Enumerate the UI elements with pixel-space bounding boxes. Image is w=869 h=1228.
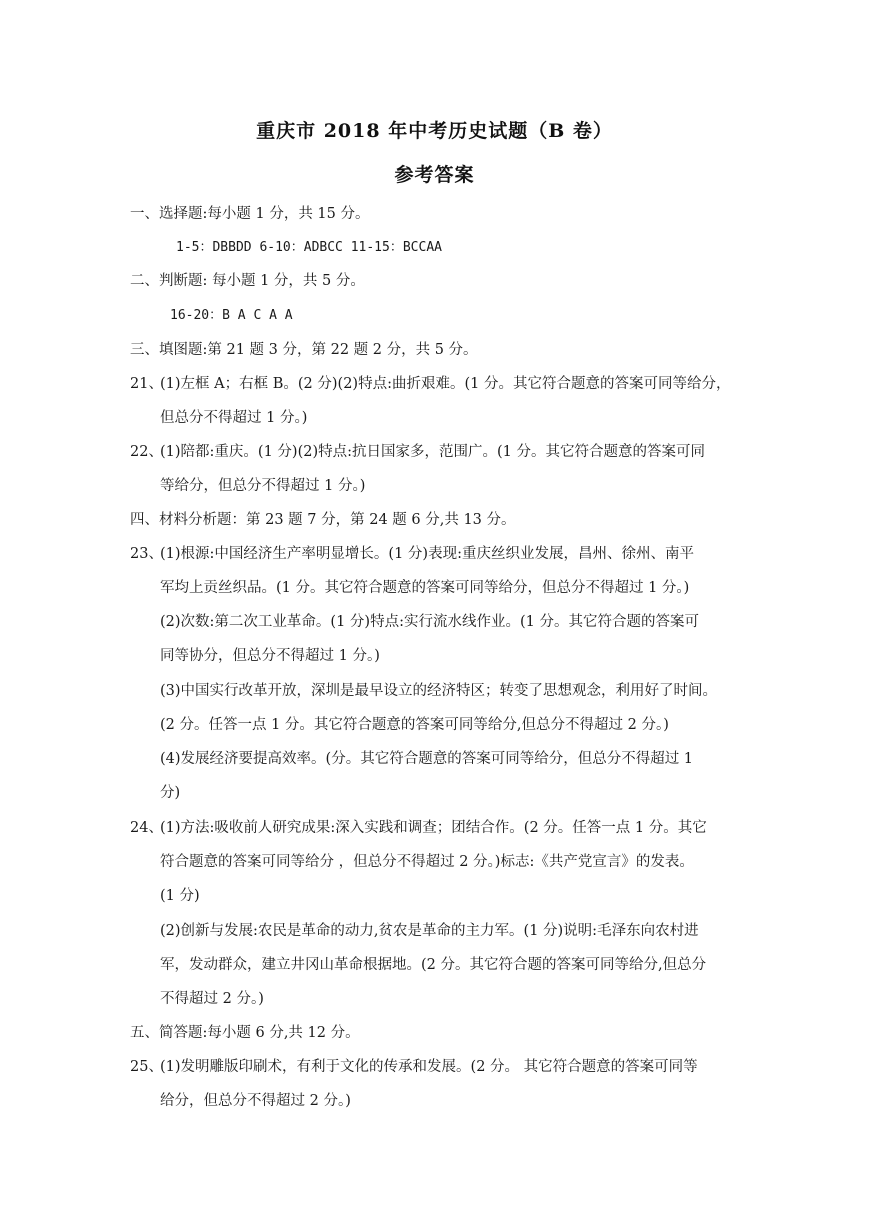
question-24-line: 不得超过 2 分。) xyxy=(160,991,264,1007)
question-25-line: 给分，但总分不得超过 2 分。) xyxy=(160,1093,351,1109)
question-23-line: (4)发展经济要提高效率。(分。其它符合题意的答案可同等给分，但总分不得超过 1 xyxy=(160,751,694,767)
question-24-line: 军，发动群众，建立井冈山革命根据地。(2 分。其它符合题的答案可同等给分,但总分 xyxy=(160,957,707,973)
section-heading-material: 四、材料分析题：第 23 题 7 分，第 24 题 6 分,共 13 分。 xyxy=(130,512,516,528)
question-21-number: 21、 xyxy=(130,376,163,392)
document-subtitle: 参考答案 xyxy=(394,164,475,186)
question-21-line: (1)左框 A；右框 B。(2 分)(2)特点:曲折艰难。(1 分。其它符合题意的答案可同等给分， xyxy=(160,376,731,392)
question-23-line: 分) xyxy=(160,785,181,801)
document-title: 重庆市 2018 年中考历史试题（B 卷） xyxy=(256,120,613,142)
question-23-line: 军均上贡丝织品。(1 分。其它符合题意的答案可同等给分，但总分不得超过 1 分。) xyxy=(160,580,690,596)
question-22-number: 22、 xyxy=(130,444,163,460)
question-22-line: 等给分，但总分不得超过 1 分。) xyxy=(160,478,366,494)
question-23-line: (2)次数:第二次工业革命。(1 分)特点:实行流水线作业。(1 分。其它符合题的答案可 xyxy=(160,614,699,630)
question-22-line: (1)陪都:重庆。(1 分)(2)特点:抗日国家多，范围广。(1 分。其它符合题意的答案可同 xyxy=(160,444,705,460)
question-23-line: (2 分。任答一点 1 分。其它符合题意的答案可同等给分,但总分不得超过 2 分。) xyxy=(160,717,669,733)
judgement-answers: 16-20：B A C A A xyxy=(170,308,293,323)
question-25-line: (1)发明雕版印刷术，有利于文化的传承和发展。(2 分。 其它符合题意的答案可同等 xyxy=(160,1059,698,1075)
question-25-number: 25、 xyxy=(130,1059,163,1075)
question-24-line: 符合题意的答案可同等给分 ，但总分不得超过 2 分。)标志:《共产党宣言》的发表。 xyxy=(160,854,694,870)
question-23-line: (3)中国实行改革开放，深圳是最早设立的经济特区；转变了思想观念，利用好了时间。 xyxy=(160,683,718,699)
question-24-line: (1 分) xyxy=(160,888,200,904)
section-heading-short-answer: 五、简答题:每小题 6 分,共 12 分。 xyxy=(130,1025,360,1041)
section-heading-fill-map: 三、填图题:第 21 题 3 分，第 22 题 2 分，共 5 分。 xyxy=(130,342,478,358)
question-24-number: 24、 xyxy=(130,820,163,836)
question-23-line: 同等协分，但总分不得超过 1 分。) xyxy=(160,648,380,664)
question-24-line: (1)方法:吸收前人研究成果:深入实践和调查；团结合作。(2 分。任答一点 1 分。其它 xyxy=(160,820,707,836)
section-heading-choice: 一、选择题:每小题 1 分，共 15 分。 xyxy=(130,206,370,222)
question-24-line: (2)创新与发展:农民是革命的动力,贫农是革命的主力军。(1 分)说明:毛泽东向农村进 xyxy=(160,923,699,939)
choice-answers: 1-5：DBBDD 6-10：ADBCC 11-15：BCCAA xyxy=(176,240,442,255)
section-heading-judgement: 二、判断题: 每小题 1 分，共 5 分。 xyxy=(130,273,365,289)
question-21-line: 但总分不得超过 1 分。) xyxy=(160,410,308,426)
question-23-line: (1)根源:中国经济生产率明显增长。(1 分)表现:重庆丝织业发展，昌州、徐州、南平 xyxy=(160,546,694,562)
question-23-number: 23、 xyxy=(130,546,163,562)
